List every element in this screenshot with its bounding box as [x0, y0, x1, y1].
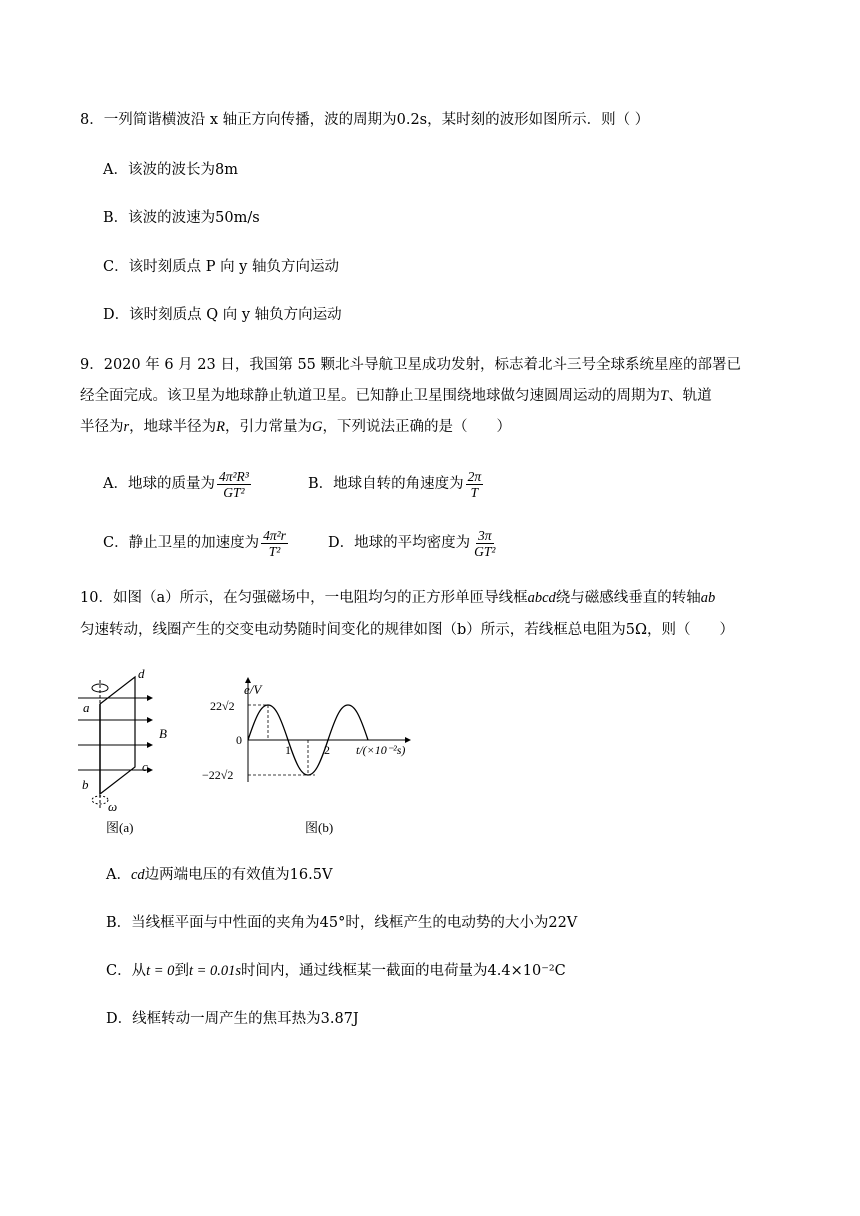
q10-option-d: D．线框转动一周产生的焦耳热为3.87J: [106, 1011, 359, 1027]
wire-frame: [100, 677, 135, 794]
fraction: $\frac{3\pi}{\text{GT²}}$: [474, 527, 496, 559]
q8-option-c: C．该时刻质点 P 向 y 轴负方向运动: [103, 259, 339, 275]
q8-option-b: B．该波的波速为50m/s: [103, 210, 260, 226]
label-c: c: [142, 759, 148, 774]
label-a: a: [83, 700, 90, 715]
fraction: $\frac{2\pi}{T}$: [467, 468, 482, 500]
q9-stem-line2: 经全面完成。该卫星为地球静止轨道卫星。已知静止卫星围绕地球做匀速圆周运动的周期为T、轨道: [80, 388, 712, 404]
caption-b: 图(b): [305, 820, 334, 835]
q8-stem: 8．一列简谐横波沿 x 轴正方向传播，波的周期为0.2s，某时刻的波形如图所示．则（ ）: [80, 112, 650, 128]
y-tick-positive: 22√2: [210, 699, 235, 713]
fraction: $\frac{\text{4π²r}}{\text{T²}}$: [263, 527, 286, 559]
q9-stem-line1: 9．2020 年 6 月 23 日，我国第 55 颗北斗导航卫星成功发射，标志着北斗三号全球系统星座的部署已: [80, 357, 742, 373]
x-tick-1: 1: [285, 743, 291, 757]
y-axis-label: e/V: [244, 682, 262, 697]
q9-option-b: B．地球自转的角速度为 $\frac{2\pi}{T}$: [308, 468, 482, 500]
x-axis-label: t/(×10⁻²s): [356, 743, 406, 757]
q10-option-b: B．当线框平面与中性面的夹角为45°时，线框产生的电动势的大小为22V: [106, 915, 578, 931]
fraction: $\frac{\text{4π²R³}}{\text{GT²}}$: [218, 468, 249, 500]
q10-stem-line2: 匀速转动，线圈产生的交变电动势随时间变化的规律如图（b）所示，若线框总电阻为5Ω，则（ ）: [80, 622, 735, 638]
y-tick-negative: −22√2: [202, 768, 234, 782]
q9-option-c: C．静止卫星的加速度为 $\frac{\text{4π²r}}{\text{T²}}$: [103, 527, 286, 559]
q10-stem-line1: 10．如图（a）所示，在匀强磁场中，一电阻均匀的正方形单匝导线框abcd绕与磁感线垂直的转轴ab: [80, 590, 716, 606]
label-omega: ω: [108, 799, 118, 814]
q10-option-c: C．从t = 0到t = 0.01s时间内，通过线框某一截面的电荷量为4.4×10⁻²C: [106, 963, 566, 979]
origin-label: 0: [236, 733, 242, 747]
caption-a: 图(a): [106, 820, 134, 835]
label-b: b: [82, 777, 89, 792]
label-B: B: [159, 726, 167, 741]
q8-option-d: D．该时刻质点 Q 向 y 轴负方向运动: [103, 307, 342, 323]
q8-option-a: A．该波的波长为8m: [103, 162, 238, 178]
x-tick-2: 2: [324, 743, 330, 757]
q9-option-a: A．地球的质量为 $\frac{\text{4π²R³}}{\text{GT²}}$: [103, 468, 249, 500]
q9-stem-line3: 半径为r，地球半径为R，引力常量为G，下列说法正确的是（ ）: [80, 419, 511, 435]
q9-option-d: D．地球的平均密度为 $\frac{3\pi}{\text{GT²}}$: [328, 527, 496, 559]
figure-b: [200, 672, 420, 840]
q10-option-a: A．cd边两端电压的有效值为16.5V: [106, 867, 333, 883]
figure-a: [70, 660, 185, 840]
label-d: d: [138, 666, 145, 681]
